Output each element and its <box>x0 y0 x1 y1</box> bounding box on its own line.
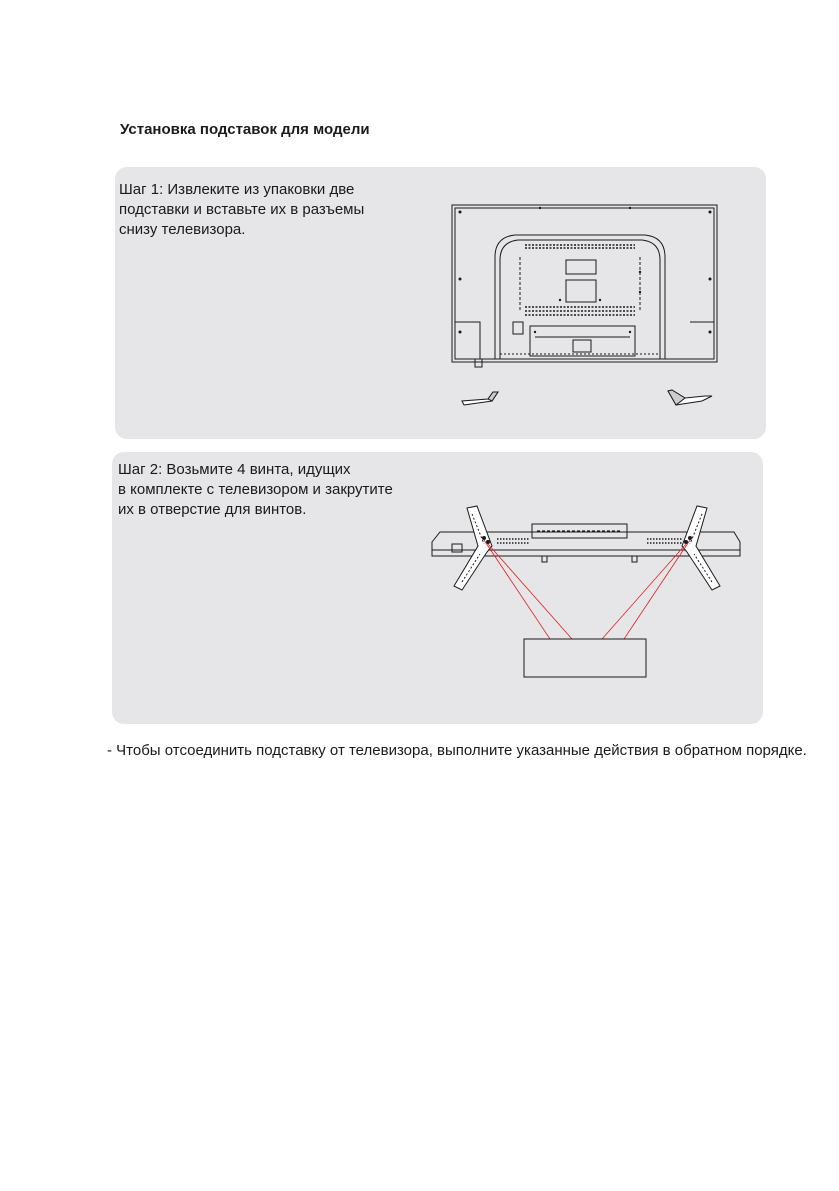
top-vent-grille <box>525 245 635 248</box>
mount-plate-lower <box>566 280 596 302</box>
step-1-panel <box>115 167 766 439</box>
tv-bottom-illustration <box>422 494 752 684</box>
step-2-text: Шаг 2: Возьмите 4 винта, идущих в комплекте с телевизором и закрутите их в отверстие для винтов. <box>118 461 393 518</box>
screw-guide-lines <box>484 540 690 639</box>
page-title: Установка подставок для модели <box>120 121 370 138</box>
tv-body-outline <box>452 205 717 362</box>
step-2-panel <box>112 452 763 724</box>
step-1-text: Шаг 1: Извлеките из упаковки две подставки и вставьте их в разъемы снизу телевизора. <box>119 181 365 238</box>
power-socket <box>513 322 523 334</box>
mount-plate-upper <box>566 260 596 274</box>
reverse-instruction-note: - Чтобы отсоединить подставку от телевизора, выполните указанные действия в обратном порядке. <box>107 742 807 759</box>
tv-back-illustration <box>440 192 730 417</box>
bottom-vent-grilles <box>497 539 682 543</box>
stand-leg-right <box>682 506 720 590</box>
screws-box <box>524 639 646 677</box>
lower-vent-grille <box>525 307 635 315</box>
stand-leg-left <box>454 506 492 590</box>
